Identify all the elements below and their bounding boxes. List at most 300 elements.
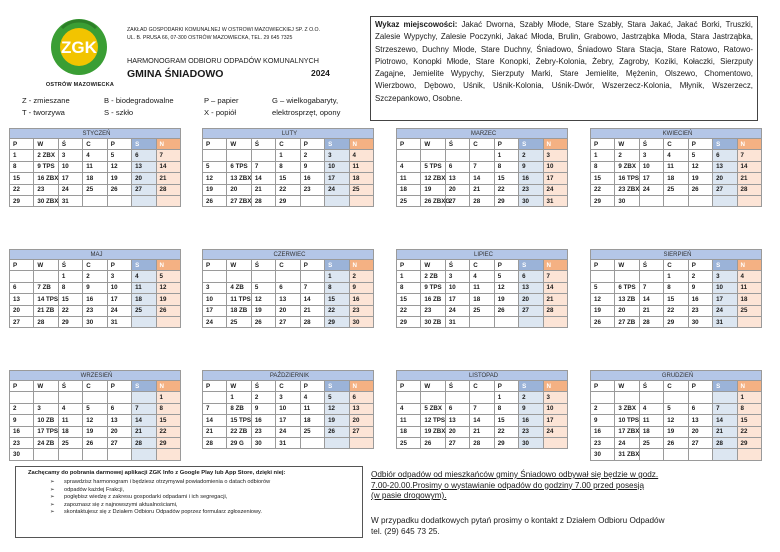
day-cell: 31	[445, 316, 469, 327]
week-row	[591, 161, 762, 172]
day-cell: 28	[203, 437, 227, 448]
day-cell: 25	[397, 195, 421, 206]
collection-day: 7 ZB	[34, 282, 58, 293]
weekday-header: P	[10, 139, 34, 150]
month-name: GRUDZIEŃ	[591, 371, 762, 381]
day-cell: 16	[83, 294, 107, 305]
month-calendar	[396, 370, 568, 449]
collection-day: 2 ZBX	[34, 150, 58, 161]
day-cell: 18	[664, 173, 688, 184]
info-line: Odbiór odpadów od mieszkańców gminy Śniadowo odbywał się będzie w godz.	[371, 470, 659, 479]
day-cell: 31	[543, 195, 567, 206]
week-row	[10, 305, 181, 316]
day-cell: 21	[470, 426, 494, 437]
day-cell: 24	[615, 437, 639, 448]
weekday-header: C	[470, 381, 494, 392]
day-cell: 26	[251, 316, 275, 327]
day-cell: 18	[58, 426, 82, 437]
day-cell: 4	[470, 271, 494, 282]
day-cell: 6	[10, 282, 34, 293]
week-row	[397, 161, 568, 172]
weekday-header: N	[543, 139, 567, 150]
weekday-header: Ś	[251, 260, 275, 271]
day-cell: 22	[737, 426, 761, 437]
day-cell	[397, 392, 421, 403]
day-cell: 5	[251, 282, 275, 293]
day-cell: 2	[519, 150, 543, 161]
day-cell	[421, 392, 445, 403]
day-cell: 20	[519, 294, 543, 305]
day-cell	[737, 449, 761, 460]
collection-day: 29 G	[227, 437, 251, 448]
week-row	[10, 294, 181, 305]
day-cell: 19	[494, 294, 518, 305]
day-cell: 24	[445, 305, 469, 316]
day-cell: 29	[325, 316, 349, 327]
weekday-header: P	[107, 139, 131, 150]
day-cell: 10	[639, 161, 663, 172]
day-cell: 20	[10, 305, 34, 316]
day-cell: 1	[664, 271, 688, 282]
day-cell	[34, 271, 58, 282]
company-name: ZAKŁAD GOSPODARKI KOMUNALNEJ W OSTROWI MAZOWIECKIEJ SP. Z O.O.	[127, 27, 321, 33]
legend-g-cont: elektrosprzęt, opony	[272, 108, 341, 117]
day-cell: 3	[107, 271, 131, 282]
week-row	[591, 184, 762, 195]
day-cell: 8	[156, 403, 180, 414]
weekday-header: P	[10, 381, 34, 392]
weekday-header: W	[421, 381, 445, 392]
week-row	[10, 184, 181, 195]
day-cell: 24	[107, 305, 131, 316]
day-cell: 21	[156, 173, 180, 184]
weekday-header: S	[132, 139, 156, 150]
day-cell: 14	[543, 282, 567, 293]
day-cell: 29	[494, 195, 518, 206]
week-row	[203, 150, 374, 161]
week-row	[591, 449, 762, 460]
collection-day: 10 TPS	[615, 415, 639, 426]
day-cell: 4	[664, 150, 688, 161]
day-cell: 24	[713, 305, 737, 316]
day-cell	[132, 195, 156, 206]
day-cell: 10	[58, 161, 82, 172]
gmina-title: GMINA ŚNIADOWO	[127, 68, 224, 80]
day-cell: 15	[591, 173, 615, 184]
day-cell: 2	[300, 150, 324, 161]
day-cell: 13	[519, 282, 543, 293]
day-cell	[591, 392, 615, 403]
info-line: (w pasie drogowym).	[371, 491, 447, 501]
day-cell: 5	[591, 282, 615, 293]
day-cell: 29	[156, 437, 180, 448]
day-cell	[10, 392, 34, 403]
day-cell: 29	[664, 316, 688, 327]
day-cell: 28	[470, 437, 494, 448]
weekday-header: P	[397, 260, 421, 271]
day-cell: 3	[543, 392, 567, 403]
weekday-header: C	[276, 381, 300, 392]
day-cell	[156, 449, 180, 460]
day-cell: 8	[58, 282, 82, 293]
day-cell	[591, 271, 615, 282]
day-cell: 6	[445, 161, 469, 172]
weekday-header: P	[688, 139, 712, 150]
week-row	[397, 305, 568, 316]
day-cell: 28	[156, 184, 180, 195]
collection-day: 17 TPS	[34, 426, 58, 437]
day-cell: 27	[445, 195, 469, 206]
day-cell: 20	[276, 305, 300, 316]
day-cell: 22	[156, 426, 180, 437]
day-cell	[615, 271, 639, 282]
day-cell: 21	[470, 184, 494, 195]
week-row	[397, 437, 568, 448]
day-cell: 20	[615, 305, 639, 316]
weekday-header: Ś	[639, 139, 663, 150]
week-row	[203, 195, 374, 206]
collection-day: 22 ZB	[227, 426, 251, 437]
day-cell: 30	[688, 316, 712, 327]
weekday-header: N	[349, 260, 373, 271]
day-cell: 26	[591, 316, 615, 327]
weekday-header: C	[470, 260, 494, 271]
day-cell: 21	[543, 294, 567, 305]
day-cell: 11	[349, 161, 373, 172]
day-cell: 20	[713, 173, 737, 184]
legend-p: P – papier	[204, 96, 239, 105]
day-cell: 7	[737, 150, 761, 161]
day-cell: 25	[470, 305, 494, 316]
day-cell	[34, 392, 58, 403]
day-cell: 12	[251, 294, 275, 305]
day-cell	[543, 437, 567, 448]
day-cell: 27	[445, 437, 469, 448]
month-name: LUTY	[203, 129, 374, 139]
week-row	[591, 392, 762, 403]
day-cell: 7	[470, 161, 494, 172]
day-cell: 4	[639, 403, 663, 414]
collection-day: 12 TPS	[421, 415, 445, 426]
weekday-header: C	[83, 260, 107, 271]
day-cell: 15	[276, 173, 300, 184]
collection-day: 9 TPS	[421, 282, 445, 293]
weekday-header: W	[421, 139, 445, 150]
day-cell	[107, 392, 131, 403]
app-benefit-item: ➢ sprawdzisz harmonogram i będziesz otrzymywał powiadomienia o datach odbiorów	[64, 479, 270, 487]
weekday-header: S	[713, 139, 737, 150]
app-benefit-item: ➢ zapoznasz się z najnowszymi aktualnościami,	[64, 502, 270, 510]
day-cell: 14	[713, 415, 737, 426]
legend-g: G – wielkogabaryty,	[272, 96, 339, 105]
day-cell: 2	[519, 392, 543, 403]
day-cell: 27	[519, 305, 543, 316]
day-cell: 5	[107, 150, 131, 161]
week-row	[203, 161, 374, 172]
day-cell	[664, 195, 688, 206]
day-cell: 16	[10, 426, 34, 437]
day-cell: 30	[83, 316, 107, 327]
day-cell: 21	[203, 426, 227, 437]
day-cell: 26	[688, 184, 712, 195]
day-cell: 4	[397, 403, 421, 414]
day-cell: 8	[664, 282, 688, 293]
company-info	[127, 27, 320, 42]
week-row	[397, 316, 568, 327]
day-cell: 6	[107, 403, 131, 414]
day-cell: 31	[107, 316, 131, 327]
weekday-header: Ś	[58, 381, 82, 392]
day-cell	[713, 449, 737, 460]
day-cell: 27	[713, 184, 737, 195]
day-cell: 14	[639, 294, 663, 305]
day-cell: 26	[421, 437, 445, 448]
day-cell: 8	[494, 161, 518, 172]
weekday-header: C	[83, 139, 107, 150]
day-cell: 16	[591, 426, 615, 437]
day-cell: 25	[397, 437, 421, 448]
week-row	[203, 392, 374, 403]
month-calendar	[590, 128, 762, 207]
day-cell: 20	[688, 426, 712, 437]
day-cell: 20	[227, 184, 251, 195]
day-cell: 16	[688, 294, 712, 305]
month-name: LIPIEC	[397, 250, 568, 260]
day-cell: 15	[494, 173, 518, 184]
day-cell: 26	[664, 437, 688, 448]
day-cell	[470, 316, 494, 327]
day-cell: 16	[349, 294, 373, 305]
weekday-header: Ś	[58, 139, 82, 150]
day-cell	[688, 449, 712, 460]
day-cell: 3	[639, 150, 663, 161]
day-cell: 25	[83, 184, 107, 195]
day-cell: 14	[156, 161, 180, 172]
day-cell: 3	[713, 271, 737, 282]
day-cell	[737, 316, 761, 327]
day-cell: 6	[445, 403, 469, 414]
places-label: Wykaz miejscowości:	[375, 20, 458, 29]
weekday-header: P	[203, 139, 227, 150]
day-cell: 1	[156, 392, 180, 403]
day-cell	[639, 392, 663, 403]
day-cell: 6	[349, 392, 373, 403]
day-cell: 27	[107, 437, 131, 448]
weekday-header: P	[494, 381, 518, 392]
collection-day: 12 ZBX	[421, 173, 445, 184]
collection-day: 30 ZBX	[34, 195, 58, 206]
day-cell: 27	[10, 316, 34, 327]
weekday-header: C	[276, 139, 300, 150]
week-row	[10, 437, 181, 448]
month-calendar	[202, 370, 374, 449]
day-cell: 14	[251, 173, 275, 184]
legend-z: Z - zmieszane	[22, 96, 70, 105]
day-cell	[203, 150, 227, 161]
day-cell: 4	[132, 271, 156, 282]
day-cell	[445, 392, 469, 403]
week-row	[203, 271, 374, 282]
day-cell: 30	[519, 437, 543, 448]
day-cell: 12	[83, 415, 107, 426]
month-name: WRZESIEŃ	[10, 371, 181, 381]
weekday-header: C	[276, 260, 300, 271]
day-cell: 18	[132, 294, 156, 305]
legend-b: B - biodegradowalne	[104, 96, 174, 105]
day-cell: 14	[470, 173, 494, 184]
day-cell: 27	[276, 316, 300, 327]
day-cell: 12	[107, 161, 131, 172]
day-cell: 24	[325, 184, 349, 195]
day-cell: 21	[737, 173, 761, 184]
day-cell: 11	[664, 161, 688, 172]
week-row	[203, 282, 374, 293]
weekday-header: P	[300, 381, 324, 392]
day-cell: 4	[349, 150, 373, 161]
day-cell: 13	[713, 161, 737, 172]
app-benefit-item: ➢ skontaktujesz się z Działem Odbioru Odpadów poprzez formularz zgłoszeniowy.	[64, 509, 270, 517]
day-cell: 20	[107, 426, 131, 437]
week-row	[397, 294, 568, 305]
day-cell: 13	[276, 294, 300, 305]
weekday-header: Ś	[445, 139, 469, 150]
day-cell: 17	[203, 305, 227, 316]
day-cell: 10	[445, 282, 469, 293]
collection-day: 5 TPS	[421, 161, 445, 172]
week-row	[203, 184, 374, 195]
weekday-header: P	[591, 139, 615, 150]
day-cell: 3	[58, 150, 82, 161]
weekday-header: Ś	[251, 139, 275, 150]
weekday-header: P	[300, 260, 324, 271]
day-cell: 28	[300, 316, 324, 327]
day-cell: 20	[349, 415, 373, 426]
day-cell: 17	[445, 294, 469, 305]
day-cell	[445, 150, 469, 161]
day-cell: 8	[10, 161, 34, 172]
week-row	[203, 316, 374, 327]
weekday-header: W	[227, 139, 251, 150]
weekday-header: Ś	[251, 381, 275, 392]
month-name: PAŹDZIERNIK	[203, 371, 374, 381]
day-cell: 31	[58, 195, 82, 206]
week-row	[591, 305, 762, 316]
day-cell: 20	[132, 173, 156, 184]
day-cell: 15	[10, 173, 34, 184]
day-cell: 8	[591, 161, 615, 172]
day-cell: 31	[713, 316, 737, 327]
weekday-header: W	[421, 260, 445, 271]
zgk-logo	[50, 18, 108, 76]
month-calendar	[396, 249, 568, 328]
week-row	[203, 403, 374, 414]
weekday-header: P	[688, 381, 712, 392]
weekday-header: P	[397, 381, 421, 392]
logo-text: ZGK	[61, 38, 97, 57]
weekday-header: C	[664, 381, 688, 392]
month-name: LISTOPAD	[397, 371, 568, 381]
day-cell: 24	[276, 426, 300, 437]
day-cell: 23	[591, 437, 615, 448]
day-cell: 14	[737, 161, 761, 172]
day-cell: 23	[34, 184, 58, 195]
day-cell: 11	[397, 415, 421, 426]
day-cell: 26	[83, 437, 107, 448]
day-cell: 15	[156, 415, 180, 426]
day-cell: 1	[276, 150, 300, 161]
week-row	[10, 282, 181, 293]
week-row	[591, 195, 762, 206]
day-cell: 25	[664, 184, 688, 195]
day-cell: 30	[615, 195, 639, 206]
day-cell: 12	[494, 282, 518, 293]
app-benefit-item: ➢ odpadów każdej Frakcji,	[64, 487, 270, 495]
week-row	[10, 195, 181, 206]
collection-day: 30 ZB	[421, 316, 445, 327]
day-cell: 4	[83, 150, 107, 161]
weekday-header: S	[325, 139, 349, 150]
day-cell: 20	[445, 426, 469, 437]
day-cell	[664, 449, 688, 460]
day-cell: 7	[470, 403, 494, 414]
day-cell: 8	[737, 403, 761, 414]
day-cell	[132, 316, 156, 327]
day-cell: 13	[688, 415, 712, 426]
day-cell: 11	[639, 415, 663, 426]
month-calendar	[9, 370, 181, 461]
day-cell	[251, 150, 275, 161]
day-cell: 8	[325, 282, 349, 293]
day-cell: 27	[688, 437, 712, 448]
day-cell: 9	[688, 282, 712, 293]
weekday-header: P	[10, 260, 34, 271]
day-cell: 19	[664, 426, 688, 437]
day-cell: 12	[591, 294, 615, 305]
day-cell: 10	[543, 403, 567, 414]
day-cell: 22	[397, 305, 421, 316]
day-cell: 14	[132, 415, 156, 426]
weekday-header: Ś	[445, 260, 469, 271]
logo-caption: OSTRÓW MAZOWIECKA	[45, 82, 115, 88]
app-promo-box	[15, 466, 363, 538]
weekday-header: C	[664, 139, 688, 150]
places-list	[370, 16, 758, 121]
day-cell	[615, 392, 639, 403]
day-cell: 19	[83, 426, 107, 437]
day-cell: 19	[421, 184, 445, 195]
weekday-header: P	[203, 260, 227, 271]
day-cell: 27	[132, 184, 156, 195]
day-cell: 10	[713, 282, 737, 293]
day-cell: 19	[688, 173, 712, 184]
contact-phone: tel. (29) 645 73 25.	[371, 526, 440, 536]
day-cell: 28	[543, 305, 567, 316]
day-cell	[300, 195, 324, 206]
day-cell: 17	[325, 173, 349, 184]
collection-day: 13 ZBX	[227, 173, 251, 184]
app-promo-title: Zachęcamy do pobrania darmowej aplikacji ZGK Info z Google Play lub App Store, dzięki niej:	[28, 470, 286, 476]
day-cell: 30	[349, 316, 373, 327]
week-row	[591, 271, 762, 282]
day-cell: 8	[397, 282, 421, 293]
collection-day: 4 ZB	[227, 282, 251, 293]
day-cell	[107, 449, 131, 460]
weekday-header: Ś	[639, 381, 663, 392]
week-row	[397, 415, 568, 426]
week-row	[203, 415, 374, 426]
day-cell	[737, 195, 761, 206]
day-cell: 7	[543, 271, 567, 282]
